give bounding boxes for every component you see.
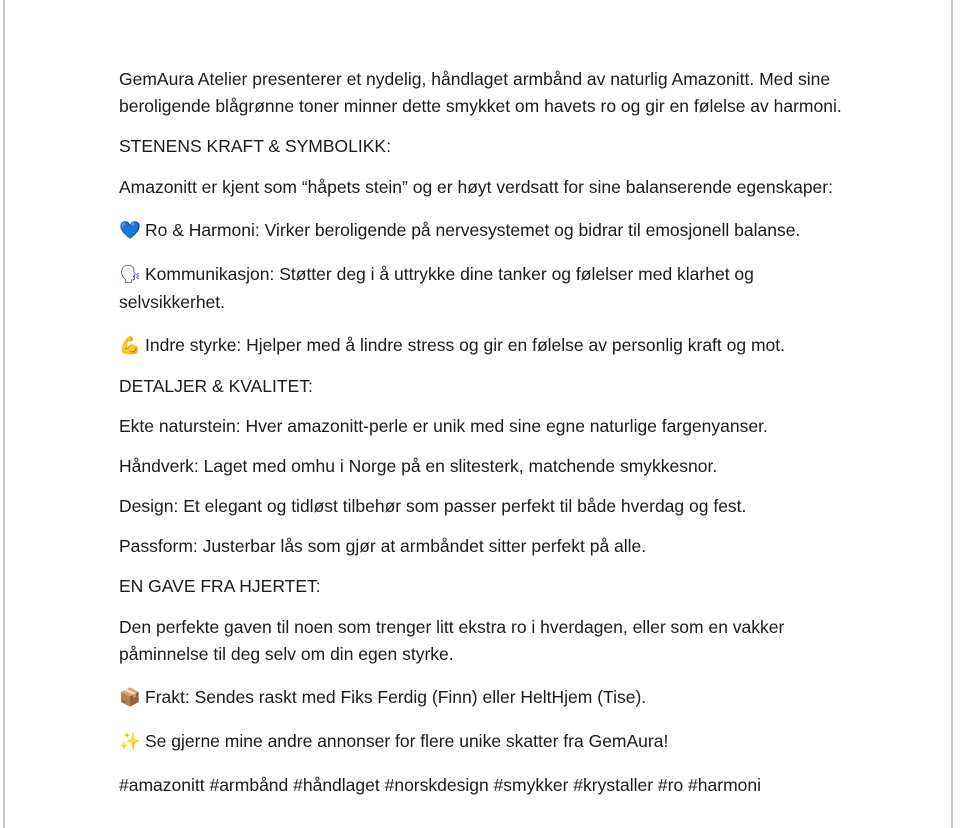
document-page (3, 0, 953, 828)
bullet-text: Se gjerne mine andre annonser for flere unike skatter fra GemAura! (145, 731, 669, 751)
bullet-text: Frakt: Sendes raskt med Fiks Ferdig (Finn) eller HeltHjem (Tise). (145, 687, 647, 707)
package-icon: 📦 (119, 688, 141, 708)
document-body (119, 66, 849, 799)
gift-paragraph: Den perfekte gaven til noen som trenger litt ekstra ro i hverdagen, eller som en vakker påminnelse til deg selv om din egen styrke. (119, 617, 785, 664)
bullet-ro-harmoni (119, 217, 849, 245)
bullet-annonser (119, 728, 849, 756)
flexed-biceps-icon: 💪 (119, 336, 141, 356)
detail-naturstein: Ekte naturstein: Hver amazonitt-perle er unik med sine egne naturlige fargenyanser. (119, 416, 768, 436)
speaking-head-icon: 🗣 (119, 265, 142, 285)
detail-design: Design: Et elegant og tidløst tilbehør som passer perfekt til både hverdag og fest. (119, 496, 747, 516)
bullet-text: Indre styrke: Hjelper med å lindre stress og gir en følelse av personlig kraft og mot. (145, 335, 785, 355)
detail-handverk: Håndverk: Laget med omhu i Norge på en slitesterk, matchende smykkesnor. (119, 456, 718, 476)
section-heading-kraft: STENENS KRAFT & SYMBOLIKK: (119, 136, 391, 156)
section-heading-gave: EN GAVE FRA HJERTET: (119, 576, 321, 596)
sparkles-icon: ✨ (119, 732, 141, 752)
detail-passform: Passform: Justerbar lås som gjør at armbåndet sitter perfekt på alle. (119, 536, 647, 556)
blue-heart-icon: 💙 (119, 221, 141, 241)
stone-paragraph: Amazonitt er kjent som “håpets stein” og er høyt verdsatt for sine balanserende egenskaper: (119, 177, 833, 197)
bullet-kommunikasjon (119, 261, 849, 316)
hashtags: #amazonitt #armbånd #håndlaget #norskdesign #smykker #krystaller #ro #harmoni (119, 775, 762, 795)
bullet-frakt (119, 684, 849, 712)
bullet-indre-styrke (119, 332, 849, 360)
intro-paragraph: GemAura Atelier presenterer et nydelig, håndlaget armbånd av naturlig Amazonitt. Med sine beroligende blågrønne toner minner dette smykket om havets ro og gir en følelse av harmoni. (119, 69, 842, 116)
bullet-text: Ro & Harmoni: Virker beroligende på nervesystemet og bidrar til emosjonell balanse. (145, 220, 801, 240)
bullet-text: Kommunikasjon: Støtter deg i å uttrykke dine tanker og følelser med klarhet og selvsikkerhet. (119, 264, 754, 312)
section-heading-detaljer: DETALJER & KVALITET: (119, 376, 313, 396)
